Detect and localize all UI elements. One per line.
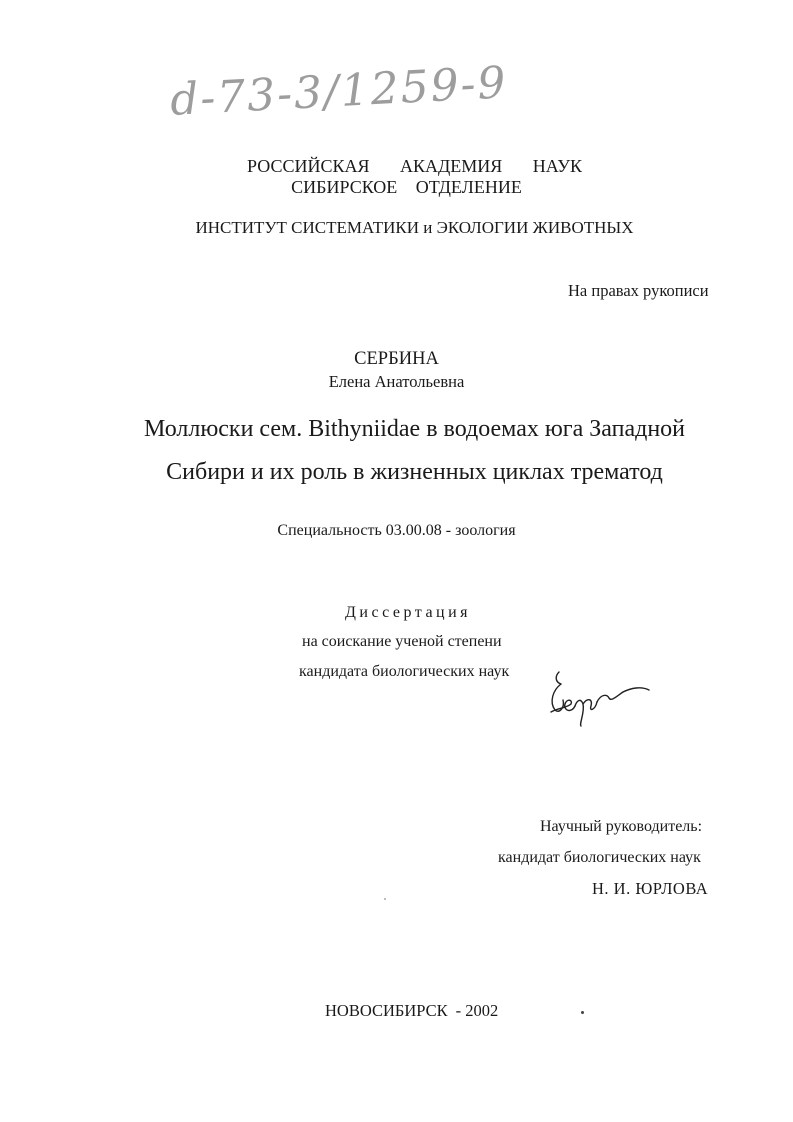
document-type: Диссертация	[345, 604, 472, 621]
thesis-title-line-1: Моллюски сем. Bithyniidae в водоемах юга Западной	[143, 416, 686, 442]
scan-speck	[384, 898, 386, 900]
author-given-name: Елена Анатольевна	[328, 372, 465, 391]
thesis-title-line-2: Сибири и их роль в жизненных циклах трематод	[166, 459, 663, 485]
branch-name: СИБИРСКОЕ ОТДЕЛЕНИЕ	[291, 177, 522, 197]
academy-name: РОССИЙСКАЯ АКАДЕМИЯ НАУК	[247, 156, 582, 176]
scan-speck	[581, 1011, 584, 1014]
signature-image	[545, 668, 655, 730]
institute-name: ИНСТИТУТ СИСТЕМАТИКИ и ЭКОЛОГИИ ЖИВОТНЫХ	[195, 218, 634, 237]
degree-line-1: на соискание ученой степени	[302, 633, 502, 650]
city-name: НОВОСИБИРСК	[325, 1001, 448, 1020]
city-year-line	[325, 1001, 498, 1021]
author-surname: СЕРБИНА	[354, 349, 439, 369]
advisor-label: Научный руководитель:	[540, 818, 703, 835]
year: - 2002	[455, 1001, 499, 1020]
specialty-line: Специальность 03.00.08 - зоология	[277, 522, 516, 539]
handwritten-archive-code: d-73-3/1259-9	[168, 57, 509, 126]
handwritten-signature-icon	[545, 668, 655, 730]
advisor-name: Н. И. ЮРЛОВА	[592, 879, 709, 898]
degree-line-2: кандидата биологических наук	[299, 663, 510, 680]
manuscript-rights-note: На правах рукописи	[568, 281, 709, 300]
advisor-degree: кандидат биологических наук	[498, 849, 701, 866]
